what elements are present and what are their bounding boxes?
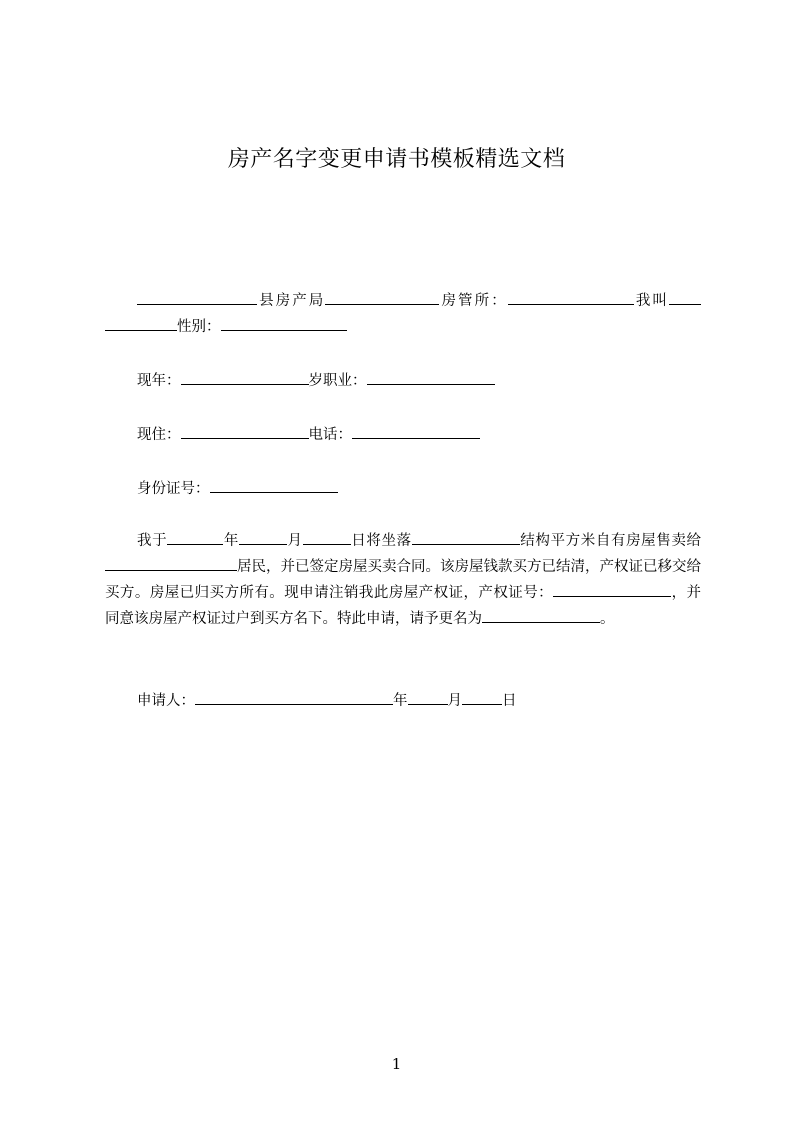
blank-address[interactable] <box>181 424 309 439</box>
blank-gender[interactable] <box>221 316 347 331</box>
label-structure: 结构平方米自有房屋售卖给 <box>519 533 702 549</box>
blank-year[interactable] <box>167 530 223 545</box>
blank-month[interactable] <box>239 530 287 545</box>
blank-id-number[interactable] <box>210 478 338 493</box>
blank-new-name[interactable] <box>482 608 514 623</box>
label-gender: 性别： <box>177 319 221 335</box>
label-sign-year: 年 <box>393 693 408 709</box>
blank-location[interactable] <box>412 530 520 545</box>
blank-age[interactable] <box>181 370 309 385</box>
label-year: 年 <box>223 533 239 549</box>
blank-applicant[interactable] <box>195 690 393 705</box>
document-title: 房产名字变更申请书模板精选文档 <box>227 147 566 172</box>
label-sign-month: 月 <box>447 693 462 709</box>
label-phone: 电话： <box>308 427 352 443</box>
paragraph-signature <box>105 688 701 714</box>
label-address: 现住： <box>137 427 181 443</box>
label-my-name: 我叫 <box>633 293 670 309</box>
blank-county[interactable] <box>137 290 257 305</box>
blank-phone[interactable] <box>352 424 480 439</box>
blank-sign-day[interactable] <box>462 690 502 705</box>
label-resident: 居民，并已签定房屋买卖合同。该房屋钱款买方已结清，产权证已移交给买方。房屋已归买方所有。现申请注销我此房屋产权证，产权证号： <box>105 559 701 601</box>
label-occupation: 岁职业： <box>308 373 367 389</box>
blank-housing-office[interactable] <box>325 290 439 305</box>
label-period: 。 <box>600 611 615 627</box>
paragraph-statement <box>105 528 701 632</box>
blank-sign-month[interactable] <box>408 690 448 705</box>
blank-certificate-number[interactable] <box>553 582 671 597</box>
label-month: 月 <box>286 533 303 549</box>
label-age: 现年： <box>137 373 181 389</box>
label-county-bureau: 县房产局 <box>257 293 326 309</box>
page-number: 1 <box>391 1055 402 1073</box>
paragraph-bureau <box>105 288 701 340</box>
blank-office-detail[interactable] <box>508 290 634 305</box>
blank-name-cont[interactable] <box>105 316 177 331</box>
blank-occupation[interactable] <box>367 370 495 385</box>
label-day-located: 日将坐落 <box>350 533 412 549</box>
label-i-on: 我于 <box>137 533 168 549</box>
paragraph-age <box>105 368 701 394</box>
blank-day[interactable] <box>303 530 351 545</box>
label-sign-day: 日 <box>502 693 517 709</box>
paragraph-id <box>105 476 701 502</box>
blank-buyer[interactable] <box>105 556 237 571</box>
label-agree: ，并同意该房屋产权证过户到买方名下。特此申请，请予更名为 <box>105 585 701 627</box>
label-id-number: 身份证号： <box>137 481 210 497</box>
paragraph-address <box>105 422 701 448</box>
label-housing-office: 房管所： <box>439 293 508 309</box>
blank-new-name-cont[interactable] <box>514 608 600 623</box>
blank-name[interactable] <box>669 290 701 305</box>
label-applicant: 申请人： <box>137 693 195 709</box>
